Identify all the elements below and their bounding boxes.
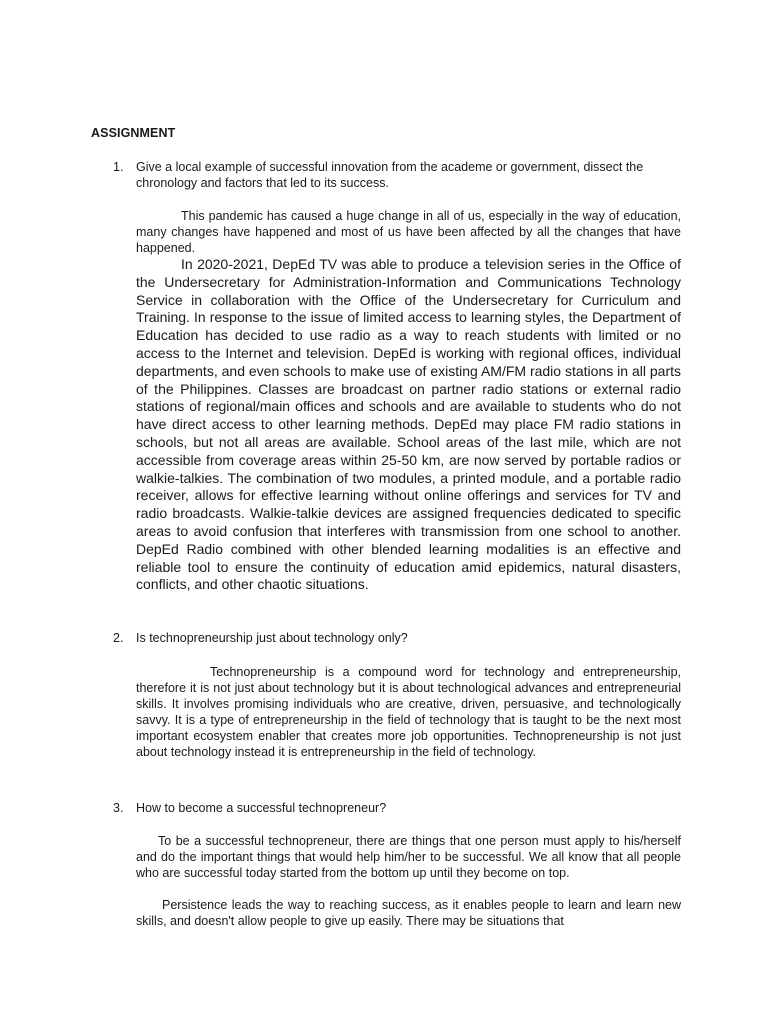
question-1-text: Give a local example of successful innovation from the academe or government, dissect the chronology and factors that led to its success. <box>136 160 644 190</box>
answer-2-paragraph-1: Technopreneurship is a compound word for technology and entrepreneurship, therefore it is not just about technology but it is about technological advances and entrepreneurial skills. It involves promising individuals who are creative, driven, persuasive, and technologically savvy. It is a type of entrepreneurship in the field of technology that is taught to be the next most important ecosystem enabler that creates more job opportunities. Technopreneurship is not just about technology instead it is entrepreneurship in the field of technology. <box>136 665 681 759</box>
answer-1-paragraph-1: This pandemic has caused a huge change in all of us, especially in the way of education, many changes have happened and most of us have been affected by all the changes that have happened. <box>136 209 681 255</box>
answer-3-paragraph-2-container <box>136 897 681 930</box>
question-3-text: How to become a successful technopreneur? <box>136 801 387 815</box>
question-2-text: Is technopreneurship just about technology only? <box>136 631 408 645</box>
answer-1-paragraph-2: In 2020-2021, DepEd TV was able to produce a television series in the Office of the Undersecretary for Administration-Information and Communications Technology Service in collaboration with the Office of the Undersecretary for Curriculum and Training. In response to the issue of limited access to learning styles, the Department of Education has decided to use radio as a way to reach students with limited or no access to the Internet and television. DepEd is working with regional offices, individual departments, and even schools to make use of existing AM/FM radio stations in all parts of the Philippines. Classes are broadcast on partner radio stations or external radio stations of regional/main offices and schools and are available to students who do not have direct access to other learning methods. DepEd may place FM radio stations in schools, but not all areas are available. School areas of the last mile, which are not accessible from coverage areas within 25-50 km, are now served by portable radios or walkie-talkies. The combination of two modules, a printed module, and a portable radio receiver, allows for effective learning without online offerings and services for TV and radio broadcasts. Walkie-talkie devices are assigned frequencies dedicated to specific areas to avoid confusion that interferes with transmission from one school to another. DepEd Radio combined with other blended learning modalities is an effective and reliable tool to ensure the continuity of education amid epidemics, natural disasters, conflicts, and other chaotic situations. <box>136 256 681 593</box>
question-2-number: 2. <box>113 631 124 645</box>
answer-3-paragraph-2: Persistence leads the way to reaching success, as it enables people to learn and learn new skills, and doesn't allow people to give up easily. There may be situations that <box>136 898 681 928</box>
question-1-number: 1. <box>113 160 124 174</box>
answer-3-paragraph-1: To be a successful technopreneur, there are things that one person must apply to his/herself and do the important things that would help him/her to be successful. We all know that all people who are successful today started from the bottom up until they become on top. <box>136 834 681 880</box>
assignment-heading: ASSIGNMENT <box>91 126 176 140</box>
question-3-number: 3. <box>113 801 124 815</box>
